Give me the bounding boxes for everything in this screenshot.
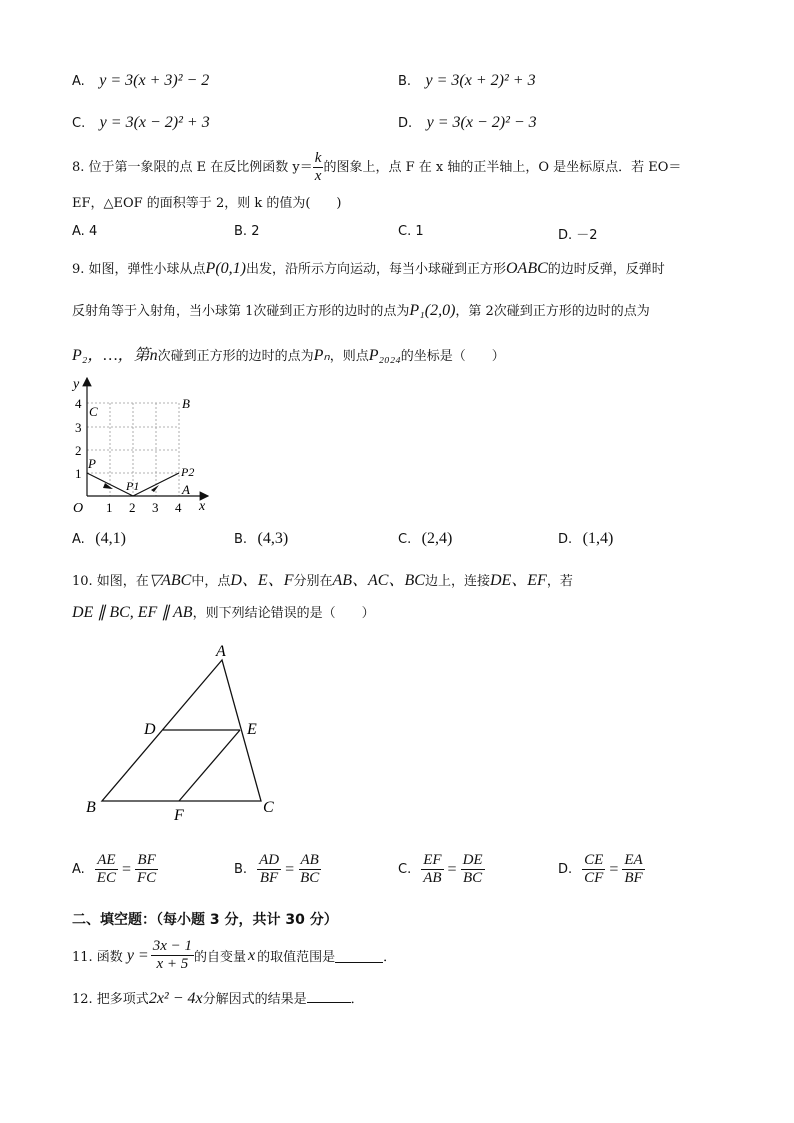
q9-option-a [72, 530, 126, 548]
point-c-label: C [89, 404, 98, 419]
q8-option-b [234, 224, 259, 239]
option-value: (2,4) [421, 530, 453, 547]
point-p1-label: P1 [126, 479, 140, 493]
equals-sign: = [447, 860, 457, 878]
option-label: C. [398, 862, 412, 877]
x-tick-label: 3 [152, 500, 159, 515]
option-expression: y = 3(x + 2)² + 3 [425, 72, 536, 89]
option-label: A. [72, 862, 85, 877]
q9-line-1 [72, 258, 665, 278]
point-e-label: E [247, 721, 257, 738]
option-label: C. [398, 532, 412, 547]
q9-square-name: OABC [506, 260, 548, 277]
q7-option-d [398, 114, 537, 132]
q10-line-1 [72, 567, 573, 590]
option-value: 4 [88, 224, 98, 239]
q8-line-2 [72, 192, 342, 211]
option-label: D. [558, 532, 573, 547]
fraction-denominator: AB [423, 870, 442, 886]
fraction-numerator: CE [584, 852, 604, 868]
q9-coordinate-figure [60, 372, 230, 520]
segment-ef [179, 730, 240, 801]
q10-text: 边上，连接 [424, 574, 490, 589]
q10-line-2 [72, 602, 375, 622]
y-tick-label: 4 [75, 396, 82, 411]
q12-text: 分解因式的结果是 [202, 992, 307, 1007]
option-label: B. [234, 224, 248, 239]
q8-line-1 [72, 150, 681, 185]
q8-option-a [72, 224, 97, 239]
q10-text: 中，点 [191, 574, 231, 589]
option-label: B. [398, 74, 412, 89]
q9-point-p: P(0,1) [205, 260, 246, 277]
y-tick-label: 3 [75, 420, 82, 435]
fraction [622, 852, 644, 887]
q9-text: 次碰到正方形的边时的点为 [157, 349, 314, 364]
q10-option-b [234, 852, 321, 887]
fraction [95, 852, 118, 887]
fraction-denominator: BC [300, 870, 320, 886]
answer-blank[interactable] [307, 988, 351, 1003]
q10-segments: DE、EF [489, 572, 547, 589]
fraction-numerator: BF [137, 852, 156, 868]
option-label: A. [72, 224, 85, 239]
q10-option-d [558, 852, 645, 887]
answer-blank[interactable] [335, 948, 383, 963]
x-tick-label: 2 [129, 500, 136, 515]
x-axis-label: x [199, 499, 206, 514]
x-tick-label: 1 [106, 500, 113, 515]
q10-option-c [398, 852, 485, 887]
fraction-numerator: AE [97, 852, 116, 868]
origin-label: O [73, 501, 84, 516]
q9-text: ，第 2次碰到正方形的边时的点为 [455, 304, 650, 319]
point-d-label: D [144, 721, 156, 738]
x-tick-label: 4 [175, 500, 182, 515]
fraction-denominator: BC [462, 870, 483, 886]
q9-text: 9. 如图，弹性小球从点 [72, 262, 206, 277]
option-label: C. [72, 116, 86, 131]
option-label: A. [72, 532, 85, 547]
q8-option-d [558, 224, 598, 243]
fraction-denominator: x [314, 168, 322, 184]
equals-sign: = [285, 860, 295, 878]
option-value: (4,1) [95, 530, 126, 547]
q9-option-c [398, 530, 452, 548]
fraction-denominator: x + 5 [156, 956, 189, 972]
q10-text: ，则下列结论错误的是（ ） [192, 606, 375, 621]
q10-text: ，若 [546, 574, 573, 589]
q9-point-p1: P₁(2,0) [409, 302, 456, 319]
y-tick-label: 2 [75, 443, 82, 458]
option-label: D. [558, 862, 573, 877]
fraction-denominator: FC [137, 870, 157, 886]
fraction-numerator: EA [624, 852, 643, 868]
q8-fraction [313, 150, 324, 185]
q11-variable-x: x [248, 946, 256, 964]
q10-option-a [72, 852, 158, 887]
vertex-c-label: C [263, 799, 274, 816]
option-value: (4,3) [257, 530, 289, 547]
fraction-numerator: AB [300, 852, 319, 868]
q12-polynomial: 2x² − 4x [148, 990, 203, 1007]
q11-function-lhs: y = [126, 946, 149, 964]
vertex-b-label: B [86, 799, 96, 816]
option-expression: y = 3(x − 2)² + 3 [99, 114, 210, 131]
option-value: (1,4) [582, 530, 614, 547]
fraction-numerator: AD [259, 852, 280, 868]
vertex-a-label: A [216, 643, 226, 660]
equals-sign: = [609, 860, 619, 878]
option-label: C. [398, 224, 412, 239]
fraction [135, 852, 158, 887]
point-f-label: F [174, 807, 184, 824]
q11-text: 的取值范围是 [257, 950, 336, 965]
fraction-numerator: 3x − 1 [152, 938, 192, 954]
q8-text: 的图象上，点 F 在 x 轴的正半轴上，O 是坐标原点．若 EO＝ [323, 160, 682, 175]
fraction-numerator: k [314, 150, 322, 166]
fraction [298, 852, 321, 887]
fraction-denominator: BF [624, 870, 643, 886]
option-label: B. [234, 532, 248, 547]
fraction [421, 852, 443, 887]
q12-text: 12. 把多项式 [72, 992, 149, 1007]
q10-points: D、E、F [230, 572, 294, 589]
q11-fraction [151, 938, 194, 973]
point-p-label: P [88, 456, 96, 471]
q7-option-a [72, 72, 209, 90]
q9-point-p2024: P₂₀₂₄ [368, 347, 401, 364]
q9-text: 出发，沿所示方向运动，每当小球碰到正方形 [245, 262, 506, 277]
fraction [582, 852, 605, 887]
option-label: A. [72, 74, 85, 89]
q11-text: 11. 函数 [72, 950, 123, 965]
fraction-denominator: EC [96, 870, 116, 886]
q9-option-b [234, 530, 288, 548]
q9-text: 反射角等于入射角，当小球第 1次碰到正方形的边时的点为 [72, 304, 410, 319]
point-p2-label: P2 [181, 465, 195, 479]
q7-option-c [72, 114, 210, 132]
section-title: 二、填空题：（每小题 3 分，共计 30 分） [72, 912, 338, 928]
option-value: －2 [576, 228, 598, 243]
option-expression: y = 3(x + 3)² − 2 [99, 72, 210, 89]
q7-option-b [398, 72, 536, 90]
equals-sign: = [121, 860, 131, 878]
option-label: D. [398, 116, 413, 131]
q12-text: ． [350, 992, 364, 1007]
q9-text: 的边时反弹，反弹时 [547, 262, 665, 277]
q10-text: 分别在 [293, 574, 333, 589]
option-expression: y = 3(x − 2)² − 3 [426, 114, 537, 131]
y-axis-label: y [73, 377, 80, 392]
q8-text: EF，△EOF 的面积等于 2，则 k 的值为( ) [72, 196, 342, 211]
q11-text: ． [383, 950, 397, 965]
fraction [461, 852, 485, 887]
fraction-denominator: CF [584, 870, 604, 886]
q11-line [72, 938, 396, 973]
q11-text: 的自变量 [194, 950, 247, 965]
q9-line-2 [72, 300, 650, 320]
fraction [257, 852, 281, 887]
q12-line [72, 988, 364, 1008]
q10-condition: DE ∥ BC, EF ∥ AB [72, 604, 193, 621]
y-tick-label: 1 [75, 466, 82, 481]
point-a-label: A [182, 482, 190, 497]
q9-text: ，则点 [329, 349, 369, 364]
q10-triangle-name: ▽ABC [148, 572, 192, 589]
q9-text: P₂，…，第 [72, 347, 150, 364]
q9-option-d [558, 530, 613, 548]
fraction-numerator: EF [423, 852, 442, 868]
option-value: 2 [251, 224, 260, 239]
q8-option-c [398, 224, 424, 239]
q9-point-pn: Pₙ [313, 347, 330, 364]
point-b-label: B [182, 396, 190, 411]
option-label: B. [234, 862, 248, 877]
q10-text: 10. 如图，在 [72, 574, 149, 589]
fraction-denominator: BF [259, 870, 279, 886]
option-value: 1 [415, 224, 424, 239]
q9-line-3 [72, 342, 505, 365]
q10-sides: AB、AC、BC [332, 572, 425, 589]
fraction-numerator: DE [462, 852, 483, 868]
q10-triangle-figure [80, 640, 300, 830]
q9-variable-n: n [149, 347, 158, 364]
q8-text: 8. 位于第一象限的点 E 在反比例函数 y＝ [72, 160, 313, 175]
q9-text: 的坐标是（ ） [400, 349, 505, 364]
option-label: D. [558, 228, 573, 243]
